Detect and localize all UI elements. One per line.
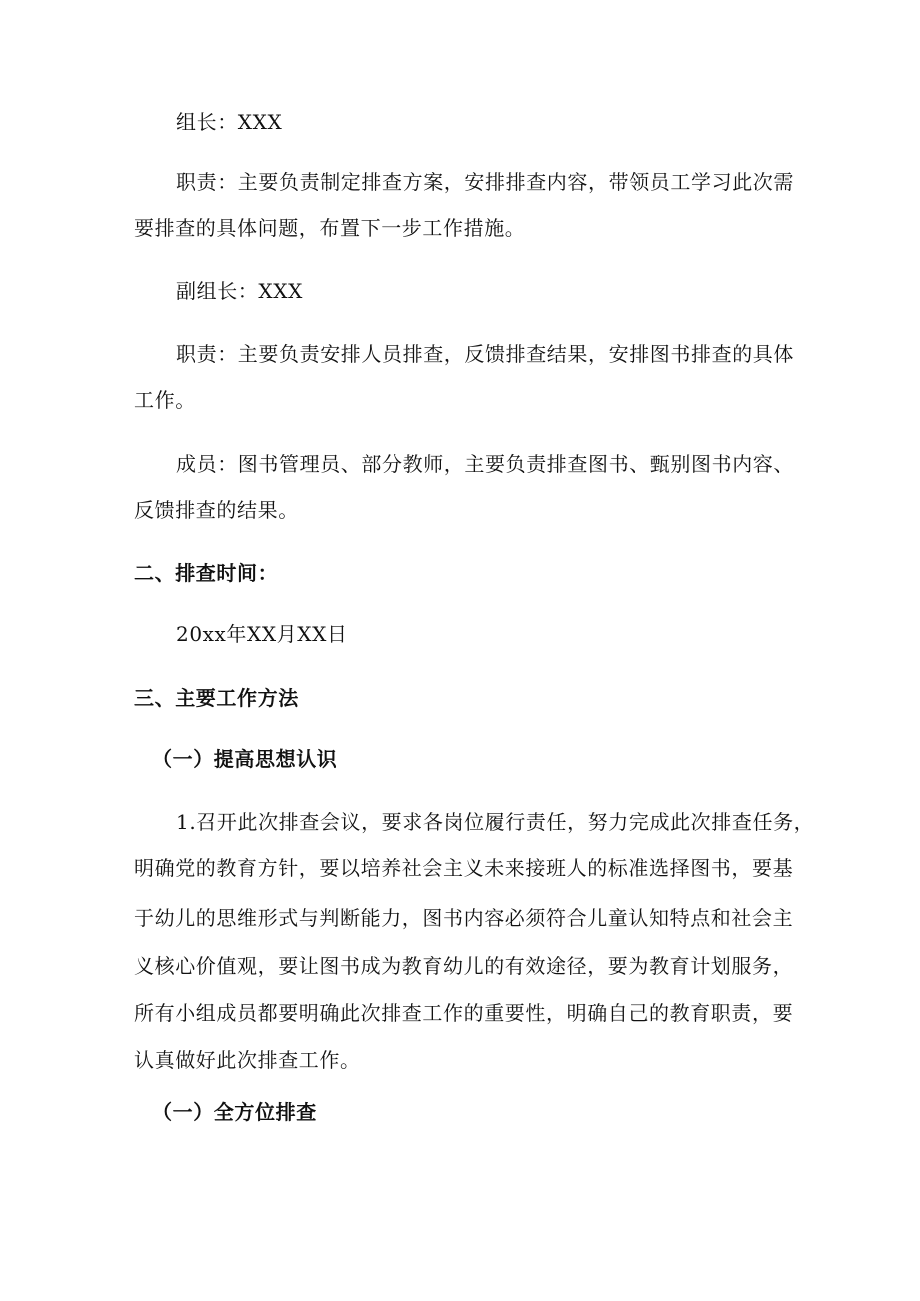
date-line: 20xx年XX月XX日 xyxy=(176,622,348,646)
leader-line: 组长：XXX xyxy=(176,110,283,134)
subsection-heading-awareness: （一）提高思想认识 xyxy=(152,747,338,771)
paragraph-line: 1.召开此次排查会议，要求各岗位履行责任，努力完成此次排查任务， xyxy=(176,810,815,834)
section-heading-methods: 三、主要工作方法 xyxy=(134,686,299,710)
deputy-line: 副组长：XXX xyxy=(176,279,303,303)
deputy-duty-line-1: 职责：主要负责安排人员排查，反馈排查结果，安排图书排查的具体 xyxy=(176,342,794,366)
paragraph-line: 于幼儿的思维形式与判断能力，图书内容必须符合儿童认知特点和社会主 xyxy=(134,906,794,930)
paragraph-line: 义核心价值观，要让图书成为教育幼儿的有效途径，要为教育计划服务， xyxy=(134,954,794,978)
paragraph-line: 认真做好此次排查工作。 xyxy=(134,1048,361,1072)
members-line-2: 反馈排查的结果。 xyxy=(134,498,299,522)
leader-duty-line-1: 职责：主要负责制定排查方案，安排排查内容，带领员工学习此次需 xyxy=(176,170,794,194)
members-line-1: 成员：图书管理员、部分教师，主要负责排查图书、甄别图书内容、 xyxy=(176,452,794,476)
leader-duty-line-2: 要排查的具体问题，布置下一步工作措施。 xyxy=(134,216,526,240)
deputy-duty-line-2: 工作。 xyxy=(134,388,196,412)
paragraph-line: 所有小组成员都要明确此次排查工作的重要性，明确自己的教育职责，要 xyxy=(134,1001,794,1025)
paragraph-line: 明确党的教育方针，要以培养社会主义未来接班人的标准选择图书，要基 xyxy=(134,856,794,880)
subsection-heading-inspection: （一）全方位排查 xyxy=(152,1100,317,1124)
section-heading-time: 二、排查时间： xyxy=(134,561,279,585)
